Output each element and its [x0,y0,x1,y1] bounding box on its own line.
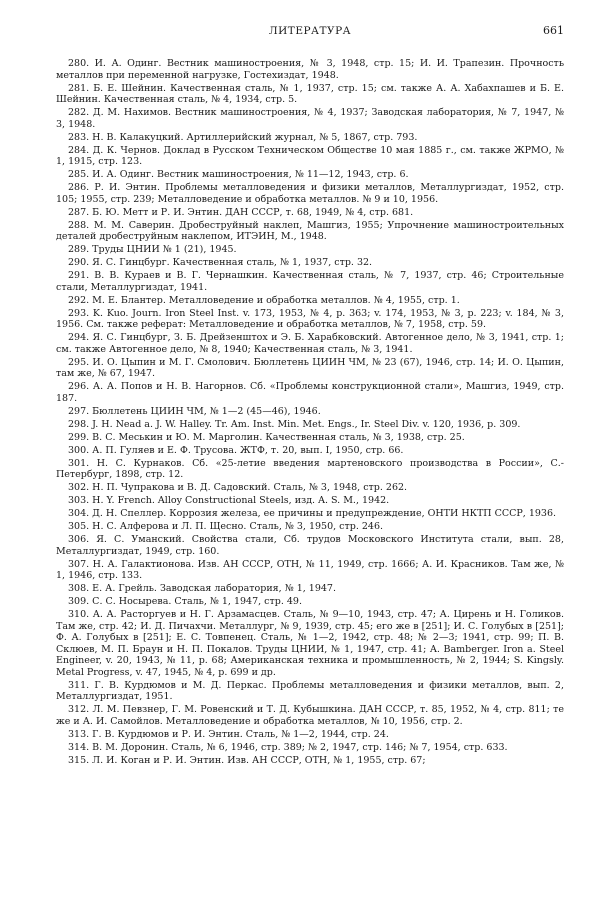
page-header [56,24,564,46]
reference-entry: 302. Н. П. Чупракова и В. Д. Садовский. Сталь, № 3, 1948, стр. 262. [68,482,408,493]
reference-entry: 300. А. П. Гуляев и Е. Ф. Трусова. ЖТФ, т. 20, вып. I, 1950, стр. 66. [68,444,404,456]
reference-entry: 311. Г. В. Курдюмов и М. Д. Перкас. Проблемы металловедения и физики металлов, вып. 2, Металлургиздат, 1951. [56,679,564,702]
reference-entry: 315. Л. И. Коган и Р. И. Энтин. Изв. АН СССР, ОТН, № 1, 1955, стр. 67; [68,754,426,766]
reference-entry: 294. Я. С. Гинцбург, З. Б. Дрейзенштох и Э. Б. Харабковский. Автогенное дело, № 3, 1941, стр. 1; см. также Автогенное дело, № 8, 1940; Качественная сталь, № 3, 1941. [56,332,564,355]
reference-entry: 280. И. А. Одинг. Вестник машиностроения, № 3, 1948, стр. 15; И. И. Трапезин. Прочность металлов при переменной нагрузке, Гостехиздат, 1948. [56,58,564,81]
page-number: 661 [543,24,564,37]
reference-entry: 310. А. А. Расторгуев и Н. Г. Арзамасцев. Сталь, № 9—10, 1943, стр. 47; А. Цирень и Н. Голиков. Там же, стр. 42; И. Д. Пичахчи. Металлург, № 9, 1939, стр. 45; его же в [251]; И. С. Голубых в [251]; Ф. А. Голубых в [251]; Е. С. Товпенец. Сталь, № 1—2, 1942, стр. 48; № 2—3; 1941, стр. 99; П. В. Склюев, М. П. Браун и Н. П. Покалов. Труды ЦНИИ, № 1, 1947, стр. 41; A. Bamberger. Iron a. Steel Engineer, v. 20, 1943, № 11, p. 68; Американская техника и промышленность, № 2, 1944; S. Kingsly. Metal Progress, v. 47, 1945, № 4, p. 699 и др. [56,609,564,678]
reference-entry: 282. Д. М. Нахимов. Вестник машиностроения, № 4, 1937; Заводская лаборатория, № 7, 1947, № 3, 1948. [56,107,564,130]
reference-entry: 287. Б. Ю. Метт и Р. И. Энтин. ДАН СССР, т. 68, 1949, № 4, стр. 681. [68,206,414,218]
reference-entry: 291. В. В. Кураев и В. Г. Чернашкин. Качественная сталь, № 7, 1937, стр. 46; Строительные стали, Металлургиздат, 1941. [56,270,564,293]
reference-entry: 290. Я. С. Гинцбург. Качественная сталь, № 1, 1937, стр. 32. [68,257,373,268]
reference-entry: 308. Е. А. Грейль. Заводская лаборатория, № 1, 1947. [68,583,336,594]
reference-entry: 304. Д. Н. Спеллер. Коррозия железа, ее причины и предупреждение, ОНТИ НКТП СССР, 1936. [68,508,557,519]
reference-entry: 301. Н. С. Курнаков. Сб. «25-летие введения мартеновского производства в России», С.-Петербург, 1898, стр. 12. [56,457,564,480]
reference-entry: 306. Я. С. Уманский. Свойства стали, Сб. трудов Московского Института стали, вып. 28, Металлургиздат, 1949, стр. 160. [56,534,564,557]
reference-entry: 281. Б. Е. Шейнин. Качественная сталь, № 1, 1937, стр. 15; см. также А. А. Хабахпашев и Б. Е. Шейнин. Качественная сталь, № 4, 1934, стр. 5. [56,82,564,105]
reference-entry: 285. И. А. Одинг. Вестник машиностроения, № 11—12, 1943, стр. 6. [68,169,409,180]
reference-entry: 303. H. Y. French. Alloy Constructional Steels, изд. A. S. M., 1942. [68,495,390,506]
reference-entry: 307. Н. А. Галактионова. Изв. АН СССР, ОТН, № 11, 1949, стр. 1666; А. И. Красников. Там же, № 1, 1946, стр. 133. [56,558,564,581]
reference-entry: 296. А. А. Попов и Н. В. Нагорнов. Сб. «Проблемы конструкционной стали», Машгиз, 1949, стр. 187. [56,381,564,404]
reference-entry: 312. Л. М. Певзнер, Г. М. Ровенский и Т. Д. Кубышкина. ДАН СССР, т. 85, 1952, № 4, стр. 811; те же и А. И. Самойлов. Металловедение и обработка металлов, № 10, 1956, стр. 2. [56,704,564,727]
reference-entry: 297. Бюллетень ЦИИН ЧМ, № 1—2 (45—46), 1946. [68,405,321,417]
reference-entry: 288. М. М. Саверин. Дробеструйный наклеп, Машгиз, 1955; Упрочнение машиностроительных деталей дробеструйным наклепом, ИТЭИН, М., 1948. [56,219,564,242]
reference-entry: 299. В. С. Меськин и Ю. М. Марголин. Качественная сталь, № 3, 1938, стр. 25. [68,431,465,443]
reference-entry: 298. J. H. Nead a. J. W. Halley. Tr. Am. Inst. Min. Met. Engs., Ir. Steel Div. v. 120, 1936, p. 309. [68,418,521,430]
running-head: ЛИТЕРАТУРА [268,25,352,37]
reference-entry: 292. М. Е. Блантер. Металловедение и обработка металлов. № 4, 1955, стр. 1. [68,294,460,306]
reference-entry: 314. В. М. Доронин. Сталь, № 6, 1946, стр. 389; № 2, 1947, стр. 146; № 7, 1954, стр. 633. [68,741,508,753]
reference-list [56,58,564,766]
reference-entry: 284. Д. К. Чернов. Доклад в Русском Техническом Обществе 10 мая 1885 г., см. также ЖРМО, № 1, 1915, стр. 123. [56,144,564,167]
reference-entry: 286. Р. И. Энтин. Проблемы металловедения и физики металлов, Металлургиздат, 1952, стр. 105; 1955, стр. 239; Металловедение и обработка металлов. № 9 и 10, 1956. [56,182,564,205]
reference-entry: 295. И. О. Цыпин и М. Г. Смолович. Бюллетень ЦИИН ЧМ, № 23 (67), 1946, стр. 14; И. О. Цыпин, там же, № 67, 1947. [56,356,564,379]
reference-entry: 289. Труды ЦНИИ № 1 (21), 1945. [68,244,237,255]
reference-entry: 283. Н. В. Калакуцкий. Артиллерийский журнал, № 5, 1867, стр. 793. [68,131,418,143]
reference-entry: 293. K. Kuo. Journ. Iron Steel Inst. v. 173, 1953, № 4, p. 363; v. 174, 1953, № 3, p. 223; v. 184, № 3, 1956. См. также реферат: Металловедение и обработка металлов, № 7, 1958, стр. 59. [56,307,564,330]
reference-entry: 309. С. С. Носырева. Сталь, № 1, 1947, стр. 49. [68,596,302,607]
reference-entry: 305. Н. С. Алферова и Л. П. Щесно. Сталь, № 3, 1950, стр. 246. [68,521,384,532]
reference-entry: 313. Г. В. Курдюмов и Р. И. Энтин. Сталь, № 1—2, 1944, стр. 24. [68,728,389,740]
